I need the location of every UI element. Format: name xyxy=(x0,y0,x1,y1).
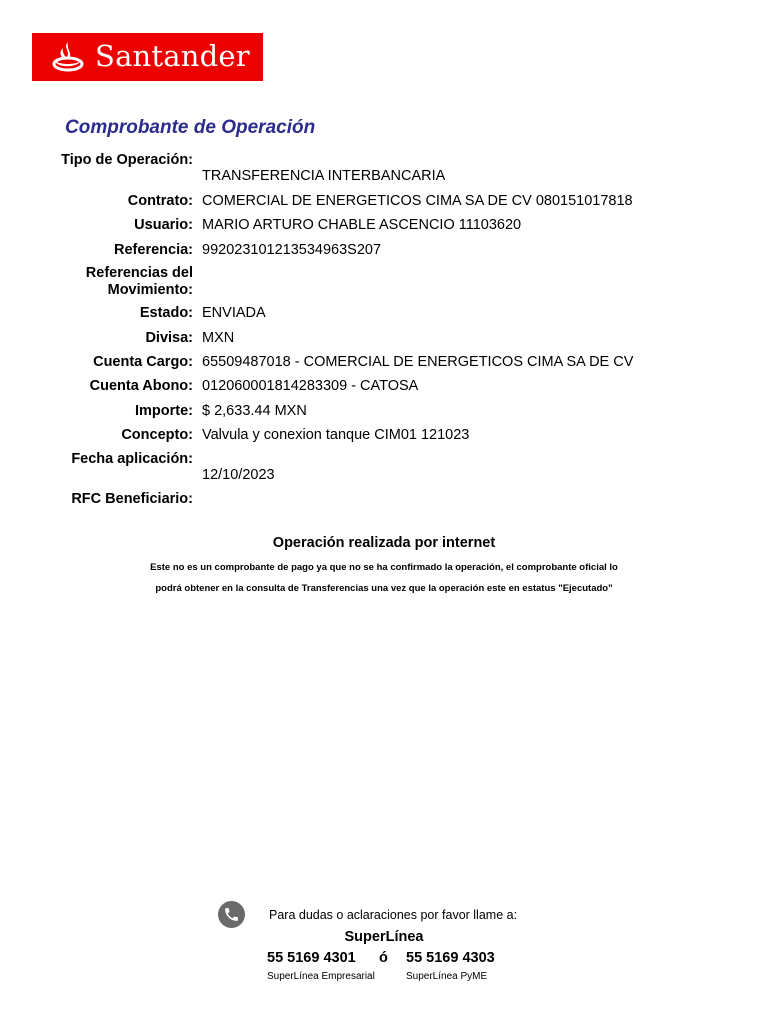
phone-number-pyme: 55 5169 4303 xyxy=(406,950,495,966)
phone-icon xyxy=(218,901,245,928)
field-label: Fecha aplicación: xyxy=(71,451,193,467)
field-value: MXN xyxy=(202,330,235,346)
field-value: 65509487018 - COMERCIAL DE ENERGETICOS CIMA SA DE CV xyxy=(202,354,634,370)
field-value: $ 2,633.44 MXN xyxy=(202,403,307,419)
field-label: Estado: xyxy=(139,305,193,321)
field-label: Cuenta Cargo: xyxy=(93,354,193,370)
field-label: Importe: xyxy=(135,403,193,419)
notice-heading: Operación realizada por internet xyxy=(272,535,496,551)
field-label: Contrato: xyxy=(127,193,193,209)
field-value: 012060001814283309 - CATOSA xyxy=(202,378,419,394)
field-label: Divisa: xyxy=(145,330,193,346)
superlinea-title: SuperLínea xyxy=(344,929,424,945)
page-title: Comprobante de Operación xyxy=(65,117,316,138)
flame-icon xyxy=(50,40,86,74)
phone-separator: ó xyxy=(379,950,388,966)
field-value: ENVIADA xyxy=(202,305,266,321)
help-text: Para dudas o aclaraciones por favor llame a: xyxy=(269,908,518,922)
caption-pyme: SuperLínea PyME xyxy=(406,971,488,982)
field-value: 12/10/2023 xyxy=(202,467,275,483)
field-label: Usuario: xyxy=(134,217,193,233)
field-label: Referencia: xyxy=(114,242,193,258)
brand-name: Santander xyxy=(95,39,250,73)
field-value: TRANSFERENCIA INTERBANCARIA xyxy=(202,168,446,184)
field-value: Valvula y conexion tanque CIM01 121023 xyxy=(202,427,470,443)
field-label: Concepto: xyxy=(121,427,193,443)
field-label: RFC Beneficiario: xyxy=(71,491,193,507)
field-label: Cuenta Abono: xyxy=(89,378,193,394)
field-value: 992023101213534963S207 xyxy=(202,242,382,258)
field-value: MARIO ARTURO CHABLE ASCENCIO 11103620 xyxy=(202,217,522,233)
santander-logo xyxy=(32,33,263,81)
notice-text: Este no es un comprobante de pago ya que no se ha confirmado la operación, el comprobante oficial lo podrá obtener en la consulta de Transferencias una vez que la operación este en estatus "Ejecutado" xyxy=(150,562,618,594)
phone-glyph-icon xyxy=(223,906,240,923)
caption-empresarial: SuperLínea Empresarial xyxy=(267,971,375,982)
field-label: Tipo de Operación: xyxy=(61,152,193,168)
phone-number-empresarial: 55 5169 4301 xyxy=(267,950,356,966)
field-label: Referencias del Movimiento: xyxy=(85,265,193,298)
field-value: COMERCIAL DE ENERGETICOS CIMA SA DE CV 080151017818 xyxy=(202,193,633,209)
